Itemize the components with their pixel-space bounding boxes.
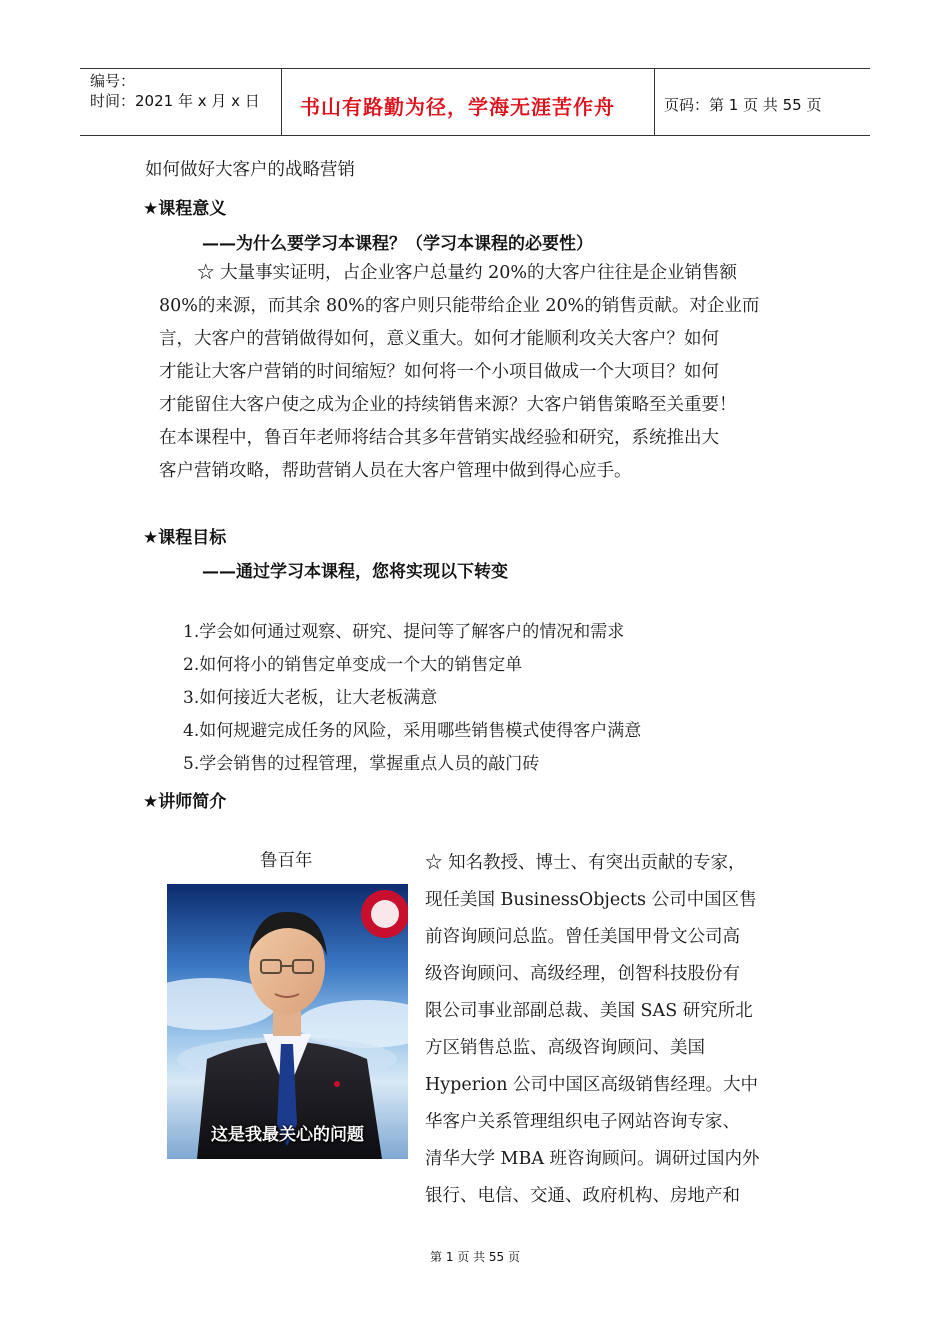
section-subheading-why-learn: ——为什么要学习本课程？（学习本课程的必要性） xyxy=(202,234,593,254)
list-item: 4.如何规避完成任务的风险，采用哪些销售模式使得客户满意 xyxy=(183,721,642,741)
paragraph-line: 言，大客户的营销做得如何，意义重大。如何才能顺利攻关大客户？如何 xyxy=(159,329,719,349)
course-goals-list xyxy=(183,616,641,781)
list-item: 1.学会如何通过观察、研究、提问等了解客户的情况和需求 xyxy=(183,622,625,642)
page-footer: 第 1 页 共 55 页 xyxy=(430,1250,520,1264)
bio-line: 方区销售总监、高级咨询顾问、美国 xyxy=(425,1038,705,1058)
instructor-photo-illustration xyxy=(167,884,408,1159)
paragraph-line: 80%的来源，而其余 80%的客户则只能带给企业 20%的销售贡献。对企业而 xyxy=(159,296,760,316)
paragraph-line: 才能留住大客户使之成为企业的持续销售来源？大客户销售策略至关重要！ xyxy=(159,395,737,415)
bio-line: ☆ 知名教授、博士、有突出贡献的专家， xyxy=(425,853,746,873)
bio-line: 现任美国 BusinessObjects 公司中国区售 xyxy=(425,890,757,910)
bio-line: 级咨询顾问、高级经理，创智科技股份有 xyxy=(425,964,740,984)
bio-line: 清华大学 MBA 班咨询顾问。调研过国内外 xyxy=(425,1149,760,1169)
paragraph-line: 在本课程中，鲁百年老师将结合其多年营销实战经验和研究，系统推出大 xyxy=(159,428,719,448)
instructor-name: 鲁百年 xyxy=(260,851,313,871)
section-heading-course-goals: ★课程目标 xyxy=(143,528,227,548)
document-title: 如何做好大客户的战略营销 xyxy=(145,160,355,180)
section-subheading-transformations: ——通过学习本课程，您将实现以下转变 xyxy=(202,562,508,582)
paragraph-line: 才能让大客户营销的时间缩短？如何将一个小项目做成一个大项目？如何 xyxy=(159,362,719,382)
header-top-rule xyxy=(80,68,870,69)
header-time-label: 时间：2021 年 x 月 x 日 xyxy=(90,92,260,110)
course-significance-paragraph xyxy=(159,257,799,488)
bio-line: Hyperion 公司中国区高级销售经理。大中 xyxy=(425,1075,759,1095)
list-item: 3.如何接近大老板，让大老板满意 xyxy=(183,688,438,708)
list-item: 5.学会销售的过程管理，掌握重点人员的敲门砖 xyxy=(183,754,540,774)
header-motto: 书山有路勤为径，学海无涯苦作舟 xyxy=(300,95,615,119)
header-divider-left xyxy=(281,68,282,136)
photo-caption: 这是我最关心的问题 xyxy=(211,1125,364,1145)
bio-line: 前咨询顾问总监。曾任美国甲骨文公司高 xyxy=(425,927,740,947)
header-page-info: 页码：第 1 页 共 55 页 xyxy=(664,96,822,114)
instructor-bio xyxy=(425,845,777,1215)
paragraph-line: ☆ 大量事实证明，占企业客户总量约 20%的大客户往往是企业销售额 xyxy=(197,263,738,283)
bio-line: 限公司事业部副总裁、美国 SAS 研究所北 xyxy=(425,1001,753,1021)
header-number-label: 编号： xyxy=(90,72,136,90)
paragraph-line: 客户营销攻略，帮助营销人员在大客户管理中做到得心应手。 xyxy=(159,461,632,481)
instructor-photo xyxy=(167,884,408,1159)
header-bottom-rule xyxy=(80,135,870,136)
list-item: 2.如何将小的销售定单变成一个大的销售定单 xyxy=(183,655,523,675)
section-heading-course-significance: ★课程意义 xyxy=(143,199,227,219)
header-divider-right xyxy=(654,68,655,136)
bio-line: 华客户关系管理组织电子网站咨询专家、 xyxy=(425,1112,740,1132)
bio-line: 银行、电信、交通、政府机构、房地产和 xyxy=(425,1186,740,1206)
section-heading-instructor-intro: ★讲师简介 xyxy=(143,792,227,812)
